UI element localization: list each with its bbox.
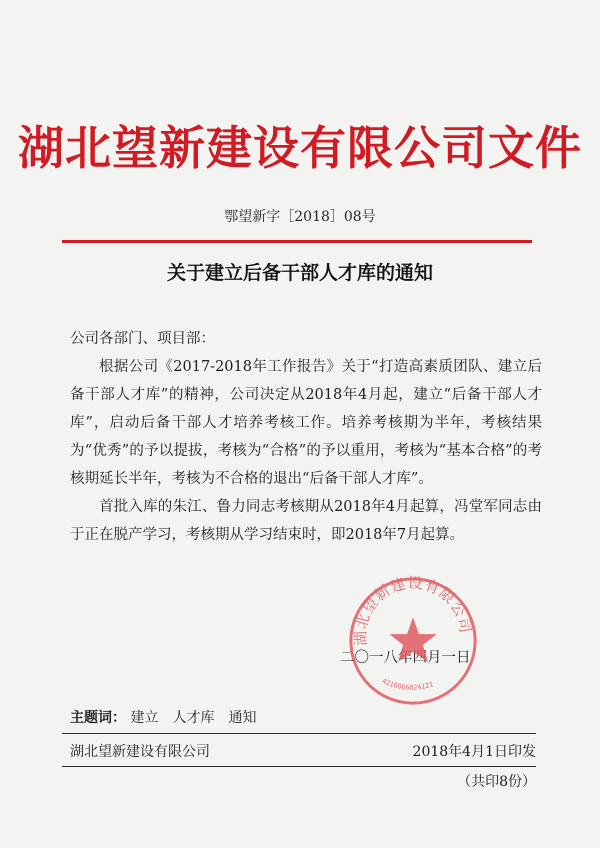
document-number: 鄂望新字［2018］08号 <box>224 209 376 225</box>
seal-text: 湖北望新建设有限公司 <box>352 574 474 647</box>
seal-star-icon <box>389 617 436 661</box>
paragraph-1: 根据公司《2017-2018年工作报告》关于“打造高素质团队、建立后备干部人才库”的精神，公司决定从2018年4月起，建立“后备干部人才库”，启动后备干部人才培养考核工作。培养考核期为半年，考核结果为“优秀”的予以提拔，考核为“合格”的予以重用，考核为“基本合格”的考核期延长半年，考核为不合格的退出“后备干部人才库”。 <box>70 359 542 487</box>
signature-date: 二〇一八年四月一日 <box>340 650 471 666</box>
document-header-title: 湖北望新建设有限公司文件 <box>18 121 582 175</box>
subject-keywords <box>70 707 256 727</box>
notice-body <box>70 325 542 549</box>
footer-rule-top <box>62 733 536 734</box>
subject-label: 主题词： <box>70 710 126 726</box>
issue-date: 2018年4月1日印发 <box>412 744 536 760</box>
copies-count: （共印8份） <box>457 774 536 790</box>
seal-code: 4210066024121 <box>380 677 435 692</box>
red-divider <box>62 240 532 243</box>
notice-title: 关于建立后备干部人才库的通知 <box>166 262 433 284</box>
salutation: 公司各部门、项目部： <box>70 331 215 347</box>
footer-rule-bottom <box>62 766 536 767</box>
paragraph-2: 首批入库的朱江、鲁力同志考核期从2018年4月起算，冯堂军同志由于正在脱产学习，考核期从学习结束时，即2018年7月起算。 <box>70 499 542 543</box>
company-seal-stamp <box>344 572 482 710</box>
svg-text:4210066024121 <box>381 677 435 692</box>
issuer-name: 湖北望新建设有限公司 <box>70 744 210 760</box>
subject-words: 建立 人才库 通知 <box>130 710 257 726</box>
